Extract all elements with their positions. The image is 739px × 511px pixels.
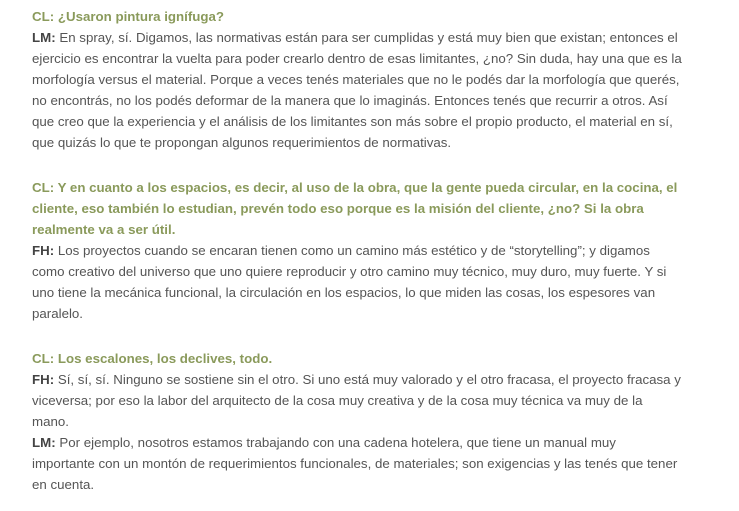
speaker-label: LM: — [32, 30, 56, 45]
block-spacer — [32, 153, 682, 177]
answer-paragraph — [32, 27, 682, 153]
answer-text: En spray, sí. Digamos, las normativas están para ser cumplidas y está muy bien que existan; entonces el ejercicio es encontrar la vuelta para poder crearlo dentro de esas limitantes, ¿no? Sin duda, hay una que es la morfología versus el material. Porque a veces tenés materiales que no le podés dar la morfología que querés, no encontrás, no los podés deformar de la manera que lo imaginás. Entonces tenés que recurrir a otros. Así que creo que la experiencia y el análisis de los limitantes son más sobre el propio producto, el material en sí, que quizás lo que te propongan algunos requerimientos de normativas. — [32, 30, 682, 150]
speaker-label: FH: — [32, 243, 55, 258]
interviewer-question: CL: ¿Usaron pintura ignífuga? — [32, 9, 225, 24]
qa-block — [32, 348, 682, 495]
speaker-label: FH: — [32, 372, 55, 387]
interviewer-question: CL: Y en cuanto a los espacios, es decir, al uso de la obra, que la gente pueda circular, en la cocina, el cliente, eso también lo estudian, prevén todo eso porque es la misión del cliente, ¿no? Si la obra realmente va a ser útil. — [32, 180, 678, 237]
interview-transcript — [32, 6, 682, 495]
qa-block — [32, 6, 682, 153]
block-spacer — [32, 324, 682, 348]
qa-block — [32, 177, 682, 324]
answer-paragraph — [32, 240, 682, 324]
answer-text: Por ejemplo, nosotros estamos trabajando con una cadena hotelera, que tiene un manual muy importante con un montón de requerimientos funcionales, de materiales; son exigencias y las tenés que tener en cuenta. — [32, 435, 678, 492]
interviewer-question: CL: Los escalones, los declives, todo. — [32, 351, 273, 366]
answer-paragraph — [32, 432, 682, 495]
answer-text: Sí, sí, sí. Ninguno se sostiene sin el otro. Si uno está muy valorado y el otro fracasa, el proyecto fracasa y viceversa; por eso la labor del arquitecto de la cosa muy creativa y de la cosa muy técnica va muy de la mano. — [32, 372, 681, 429]
speaker-label: LM: — [32, 435, 56, 450]
answer-paragraph — [32, 369, 682, 432]
answer-text: Los proyectos cuando se encaran tienen como un camino más estético y de “storytelling”; y digamos como creativo del universo que uno quiere reproducir y otro camino muy técnico, muy duro, muy fuerte. Y si uno tiene la mecánica funcional, la circulación en los espacios, lo que miden las cosas, los espesores van paralelo. — [32, 243, 667, 321]
